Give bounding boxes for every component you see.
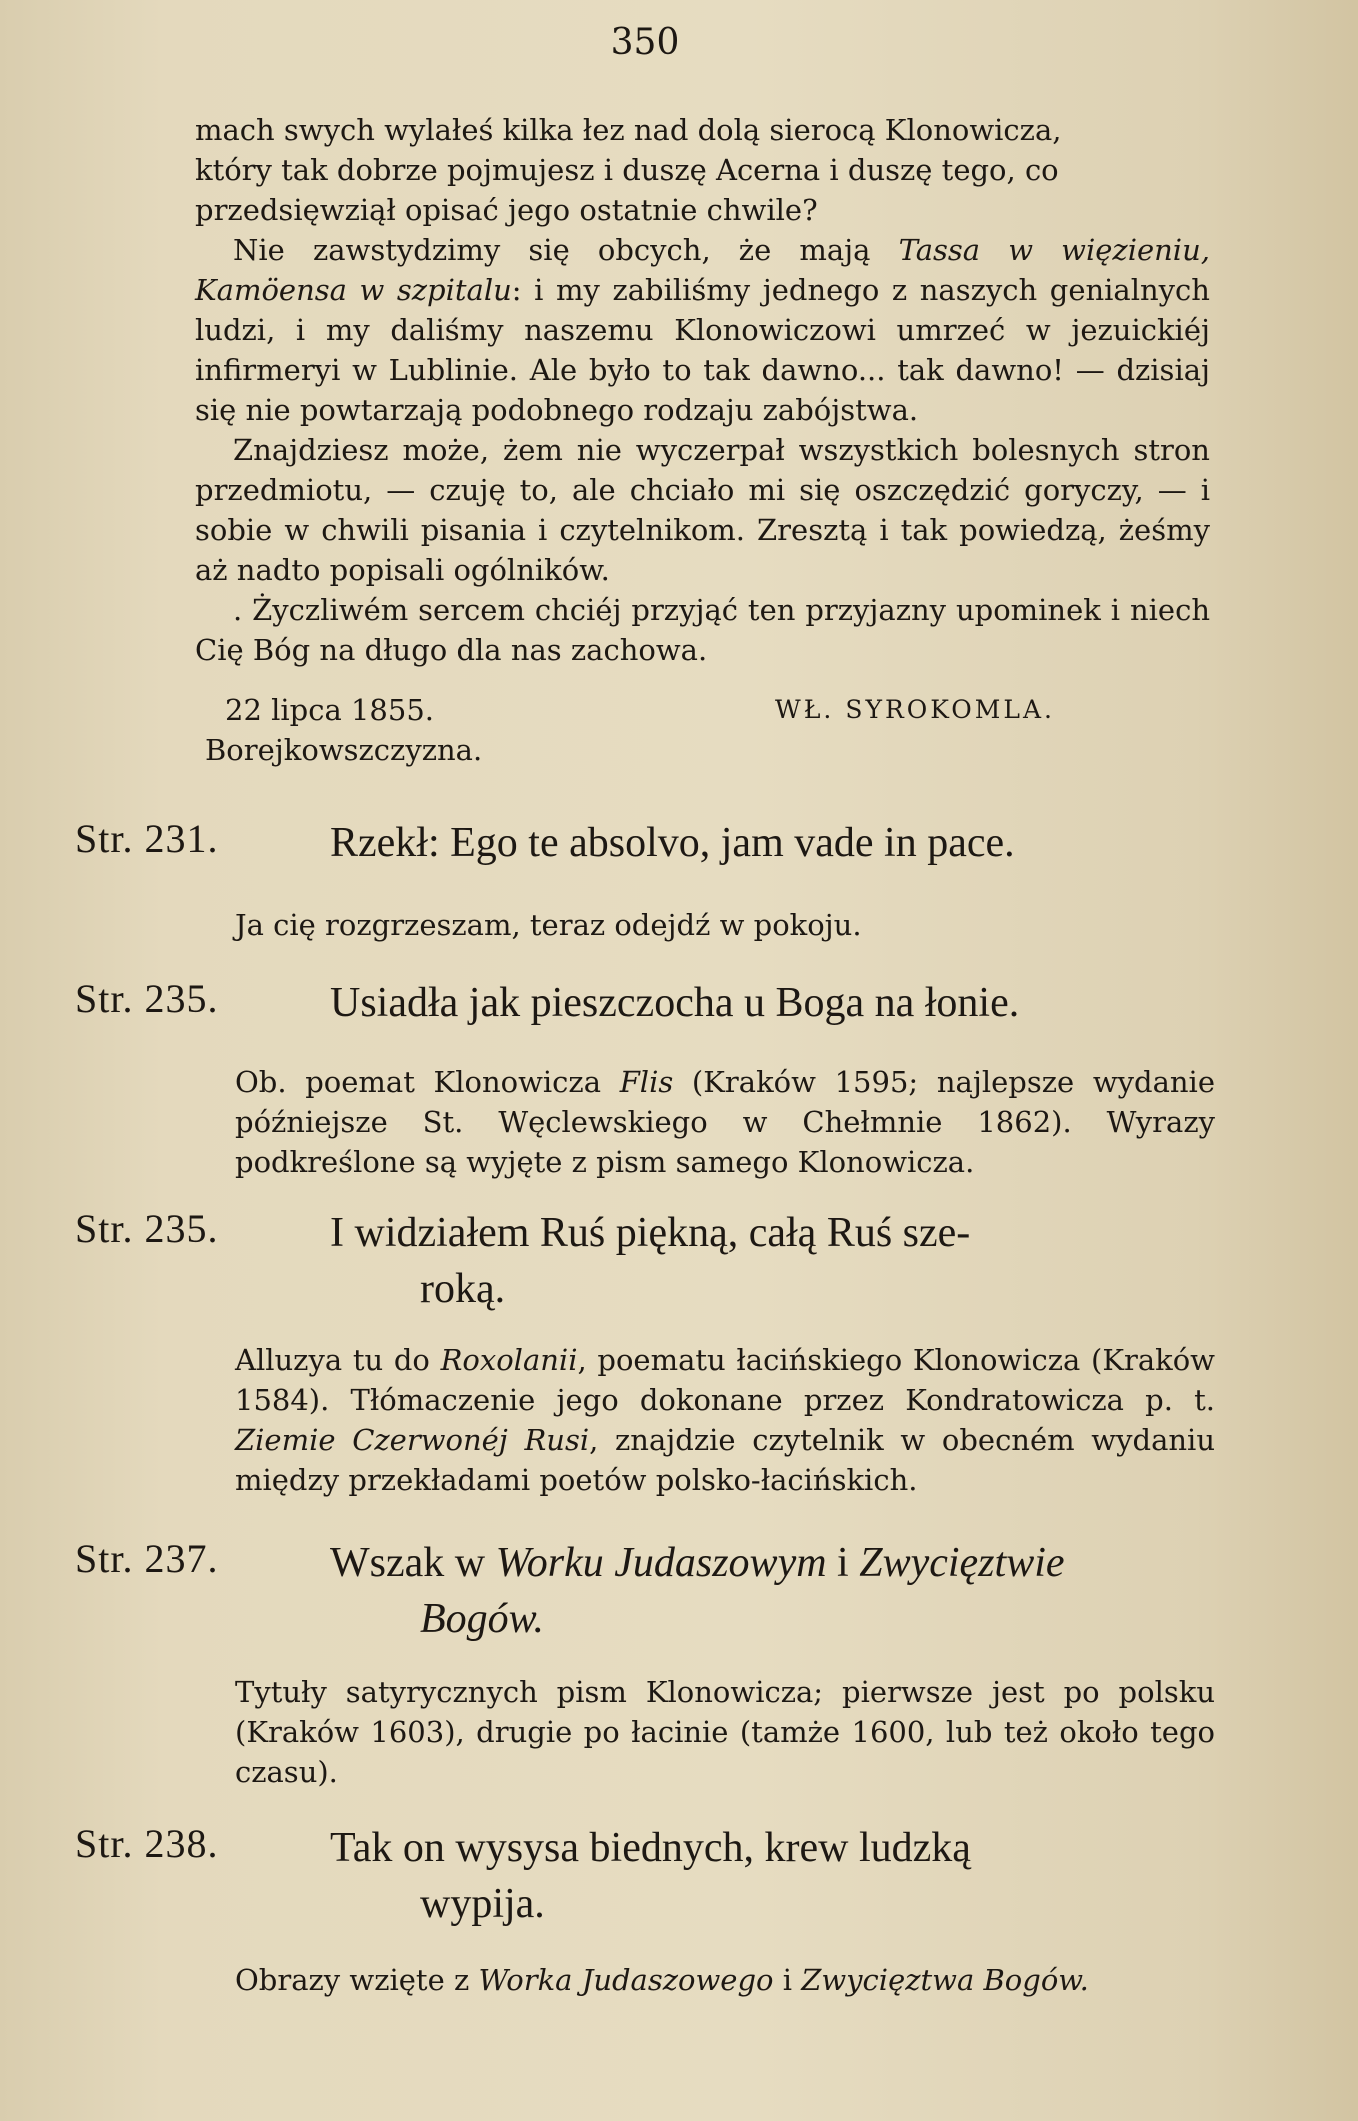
page-reference: Str. 235.	[75, 976, 219, 1021]
italic-title: Worka Judaszowego	[478, 1963, 774, 1997]
text-run: Ob. poemat Klonowicza	[235, 1065, 620, 1099]
text-run: i	[826, 1540, 860, 1586]
text-run: Obrazy wzięte z	[235, 1963, 479, 1997]
letter-date: 22 lipca 1855.	[225, 693, 435, 727]
letter-paragraph	[195, 230, 1210, 430]
letter-line: mach swych wylałeś kilka łez nad dolą sierocą Klonowicza,	[195, 113, 1062, 147]
annotation-note	[235, 1340, 1215, 1500]
annotation-note: Tytuły satyrycznych pism Klonowicza; pierwsze jest po polsku (Kraków 1603), drugie po łacinie (tamże 1600, lub też około tego czasu).	[235, 1675, 1215, 1789]
text-run: , znajdzie czytelnik w obecném wydaniu między przekładami poetów polsko-łacińskich.	[235, 1423, 1215, 1497]
quoted-verse: Rzekł: Ego te absolvo, jam vade in pace.	[330, 820, 1015, 866]
quoted-verse	[330, 1205, 1290, 1317]
verse-line: I widziałem Ruś piękną, całą Ruś sze-	[330, 1210, 971, 1256]
italic-title: Tassa w więzieniu, Kamöensa w szpitalu	[195, 233, 1210, 307]
letter-place: Borejkowszczyzna.	[205, 733, 483, 767]
text-run: , poematu łacińskiego Klonowicza (Kraków 1584). Tłómaczenie jego dokonane przez Kondratowicza p. t.	[235, 1343, 1215, 1417]
italic-title: Ziemie Czerwonéj Rusi	[235, 1423, 590, 1457]
letter-paragraph: . Życzliwém sercem chciéj przyjąć ten przyjazny upominek i niech Cię Bóg na długo dla nas zachowa.	[195, 593, 1210, 667]
letter-line: który tak dobrze pojmujesz i duszę Acerna i duszę tego, co	[195, 153, 1059, 187]
page-reference: Str. 238.	[75, 1821, 219, 1866]
letter-author: WŁ. SYROKOMLA.	[775, 695, 1055, 724]
annotation-note	[235, 1960, 1215, 2000]
verse-line: Tak on wysysa biednych, krew ludzką	[330, 1825, 971, 1871]
text-run: Wszak w	[330, 1540, 496, 1586]
quoted-verse: Usiadła jak pieszczocha u Boga na łonie.	[330, 980, 1020, 1026]
page-reference: Str. 237.	[75, 1536, 219, 1581]
letter-paragraph: Znajdziesz może, żem nie wyczerpał wszystkich bolesnych stron przedmiotu, — czuję to, ale chciało mi się oszczędzić goryczy, — i sobie w chwili pisania i czytelnikom. Zresztą i tak powiedzą, żeśmy aż nadto popisali ogólników.	[195, 433, 1210, 587]
letter-line: przedsięwziął opisać jego ostatnie chwile?	[195, 193, 818, 227]
italic-title: Flis	[619, 1065, 674, 1099]
verse-line: roką.	[420, 1266, 506, 1312]
verse-line: wypija.	[420, 1881, 545, 1927]
page-number: 350	[610, 22, 680, 63]
italic-title: Roxolanii	[440, 1343, 578, 1377]
text-run: Alluzya tu do	[235, 1343, 441, 1377]
text-run: : i my zabiliśmy jednego z naszych genialnych ludzi, i my daliśmy naszemu Klonowiczowi umrzeć w jezuickiéj infirmeryi w Lublinie. Ale było to tak dawno... tak dawno! — dzisiaj się nie powtarzają podobnego rodzaju zabójstwa.	[195, 273, 1210, 427]
letter-text	[195, 110, 1210, 670]
italic-title: Bogów.	[420, 1596, 545, 1642]
text-run: i	[773, 1963, 802, 1997]
quoted-verse	[330, 1820, 1290, 1932]
italic-title: Worku Judaszowym	[495, 1540, 827, 1586]
italic-title: Zwycięztwie	[859, 1540, 1065, 1586]
text-run: Nie zawstydzimy się obcych, że mają	[233, 233, 899, 267]
annotation-note: Ja cię rozgrzeszam, teraz odejdź w pokoju.	[235, 908, 862, 942]
annotation-note	[235, 1062, 1215, 1182]
page-reference: Str. 235.	[75, 1206, 219, 1251]
quoted-verse	[330, 1535, 1290, 1647]
page-reference: Str. 231.	[75, 816, 219, 861]
italic-title: Zwycięztwa Bogów.	[801, 1963, 1089, 1997]
text-run: (Kraków 1595; najlepsze wydanie późniejsze St. Węclewskiego w Chełmnie 1862). Wyrazy podkreślone są wyjęte z pism samego Klonowicza.	[235, 1065, 1215, 1179]
